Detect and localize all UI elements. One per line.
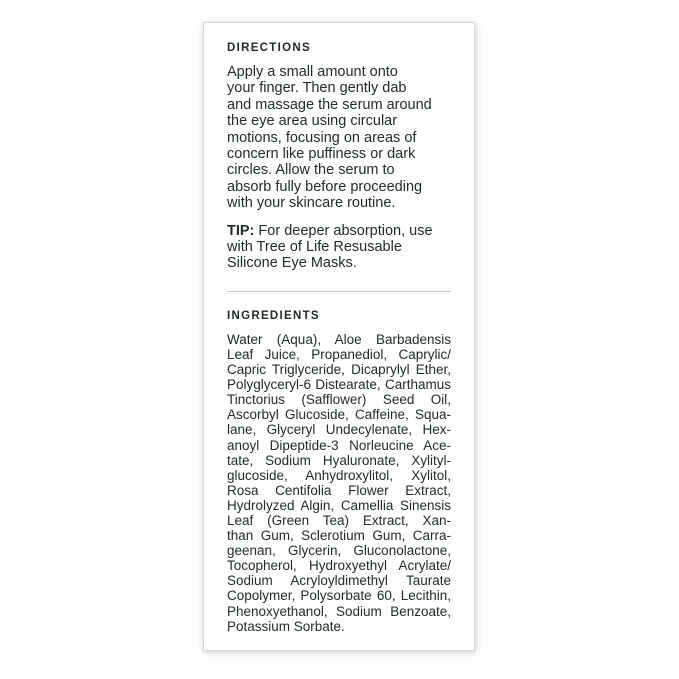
text-line: Leaf Juice, Propanediol, Caprylic/	[227, 346, 451, 362]
tip-first-line	[227, 223, 451, 239]
text-line: Tinctorius (Safflower) Seed Oil,	[227, 392, 451, 408]
text-line: and massage the serum around	[227, 96, 432, 113]
ingredients-heading: INGREDIENTS	[227, 309, 320, 322]
text-line: concern like puffiness or dark	[227, 146, 416, 163]
directions-section	[227, 41, 451, 272]
text-line: Phenoxyethanol, Sodium Benzoate,	[227, 603, 451, 619]
text-line: with your skincare routine.	[227, 195, 396, 212]
text-line: Potassium Sorbate.	[227, 618, 345, 634]
text-line: glucoside, Anhydroxylitol, Xylitol,	[227, 467, 451, 483]
section-divider	[227, 291, 451, 292]
ingredients-section	[227, 309, 451, 634]
ingredients-text	[227, 332, 451, 634]
text-line: circles. Allow the serum to	[227, 162, 395, 179]
text-line: Water (Aqua), Aloe Barbadensis	[227, 331, 451, 347]
text-line: Copolymer, Polysorbate 60, Lecithin,	[227, 588, 451, 604]
text-line: Sodium Acryloyldimethyl Taurate	[227, 573, 451, 589]
directions-text	[227, 64, 451, 212]
tip-text	[227, 223, 451, 272]
text-line: absorb fully before proceeding	[227, 178, 423, 195]
text-line: lane, Glyceryl Undecylenate, Hex-	[227, 422, 451, 438]
directions-heading: DIRECTIONS	[227, 42, 311, 54]
text-line: geenan, Glycerin, Gluconolactone,	[227, 543, 451, 559]
text-line: Ascorbyl Glucoside, Caffeine, Squa-	[227, 407, 451, 423]
tip-first-line-rest: For deeper absorption, use	[254, 222, 433, 239]
text-line: Hydrolyzed Algin, Camellia Sinensis	[227, 497, 451, 513]
text-line: tate, Sodium Hyaluronate, Xylityl-	[227, 452, 451, 468]
text-line: motions, focusing on areas of	[227, 129, 417, 146]
text-line: the eye area using circular	[227, 113, 398, 130]
text-line: Silicone Eye Masks.	[227, 255, 357, 272]
text-line: than Gum, Sclerotium Gum, Carra-	[227, 528, 451, 544]
text-line: anoyl Dipeptide-3 Norleucine Ace-	[227, 437, 451, 453]
text-line: your finger. Then gently dab	[227, 80, 407, 97]
text-line: Polyglyceryl-6 Distearate, Carthamus	[227, 377, 451, 393]
text-line: Apply a small amount onto	[227, 64, 398, 80]
text-line: Rosa Centifolia Flower Extract,	[227, 482, 451, 498]
product-label-panel	[203, 22, 475, 651]
text-line: Leaf (Green Tea) Extract, Xan-	[227, 513, 451, 528]
text-line: Capric Triglyceride, Dicaprylyl Ether,	[227, 362, 451, 378]
text-line: Tocopherol, Hydroxyethyl Acrylate/	[227, 558, 451, 574]
tip-label: TIP:	[227, 222, 255, 239]
text-line: with Tree of Life Resusable	[227, 239, 402, 256]
